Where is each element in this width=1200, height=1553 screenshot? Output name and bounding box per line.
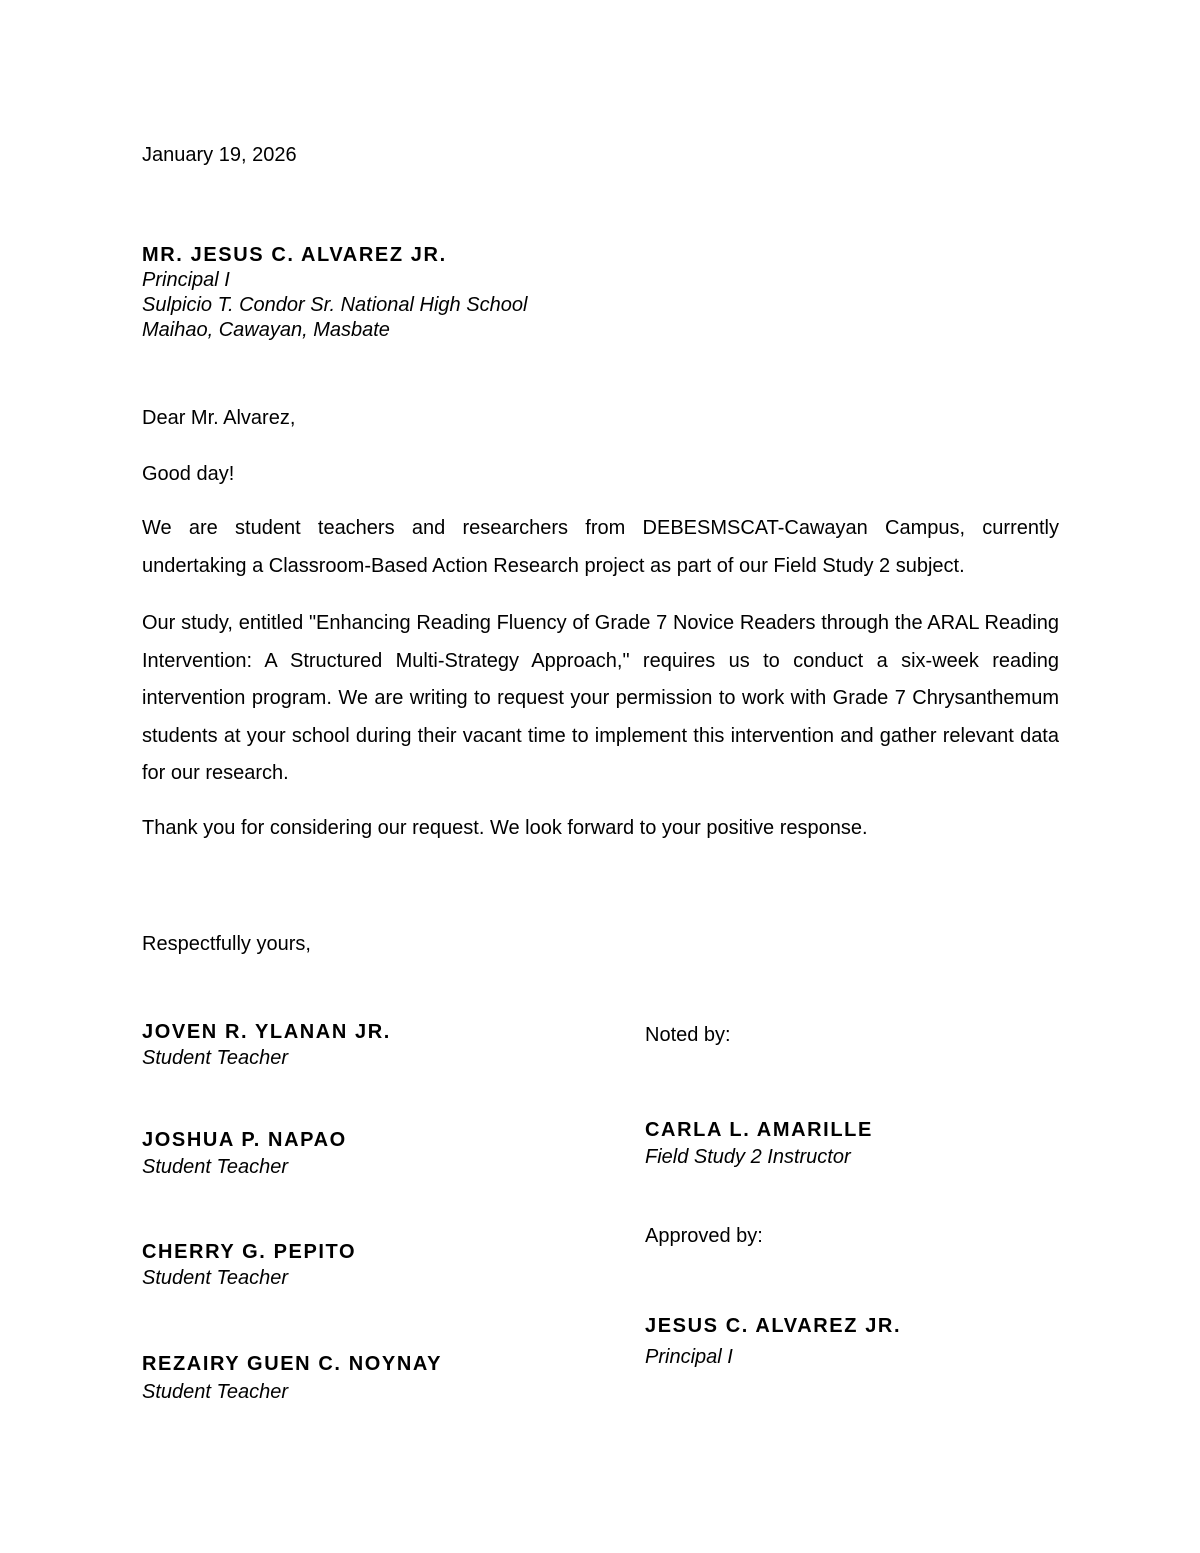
- approved-by-name: JESUS C. ALVAREZ JR.: [645, 1315, 902, 1337]
- noted-by-title: Field Study 2 Instructor: [645, 1146, 851, 1168]
- recipient-name: MR. JESUS C. ALVAREZ JR.: [142, 244, 447, 266]
- noted-by-label: Noted by:: [645, 1024, 731, 1046]
- recipient-position: Principal I: [142, 269, 230, 291]
- salutation: Dear Mr. Alvarez,: [142, 407, 296, 429]
- signatory-title: Student Teacher: [142, 1047, 289, 1069]
- letter-date: January 19, 2026: [142, 144, 297, 166]
- recipient-address: Maihao, Cawayan, Masbate: [142, 319, 390, 341]
- body-paragraph-1: We are student teachers and researchers from DEBESMSCAT-Cawayan Campus, currently undertaking a Classroom-Based Action Research project as part of our Field Study 2 subject.: [142, 517, 1059, 577]
- closing: Respectfully yours,: [142, 933, 311, 955]
- recipient-school: Sulpicio T. Condor Sr. National High School: [142, 294, 528, 316]
- body-paragraph-2: Our study, entitled "Enhancing Reading Fluency of Grade 7 Novice Readers through the ARAL Reading Intervention: A Structured Multi-Strategy Approach," requires us to conduct a six-week reading intervention program. We are writing to request your permission to work with Grade 7 Chrysanthemum students at your school during their vacant time to implement this intervention and gather relevant data for our research.: [142, 612, 1059, 784]
- signatory-title: Student Teacher: [142, 1156, 289, 1178]
- signatory-name: REZAIRY GUEN C. NOYNAY: [142, 1353, 443, 1375]
- signatory-name: CHERRY G. PEPITO: [142, 1241, 357, 1263]
- recipient-details: [142, 268, 527, 343]
- approved-by-title: Principal I: [645, 1346, 733, 1368]
- signatory-title: Student Teacher: [142, 1267, 289, 1289]
- signatory-name: JOSHUA P. NAPAO: [142, 1129, 347, 1151]
- noted-by-name: CARLA L. AMARILLE: [645, 1119, 873, 1141]
- approved-by-label: Approved by:: [645, 1225, 763, 1247]
- greeting: Good day!: [142, 463, 235, 485]
- body-paragraph-3: Thank you for considering our request. We look forward to your positive response.: [142, 817, 868, 839]
- signatory-title: Student Teacher: [142, 1381, 289, 1403]
- signatory-name: JOVEN R. YLANAN JR.: [142, 1021, 391, 1043]
